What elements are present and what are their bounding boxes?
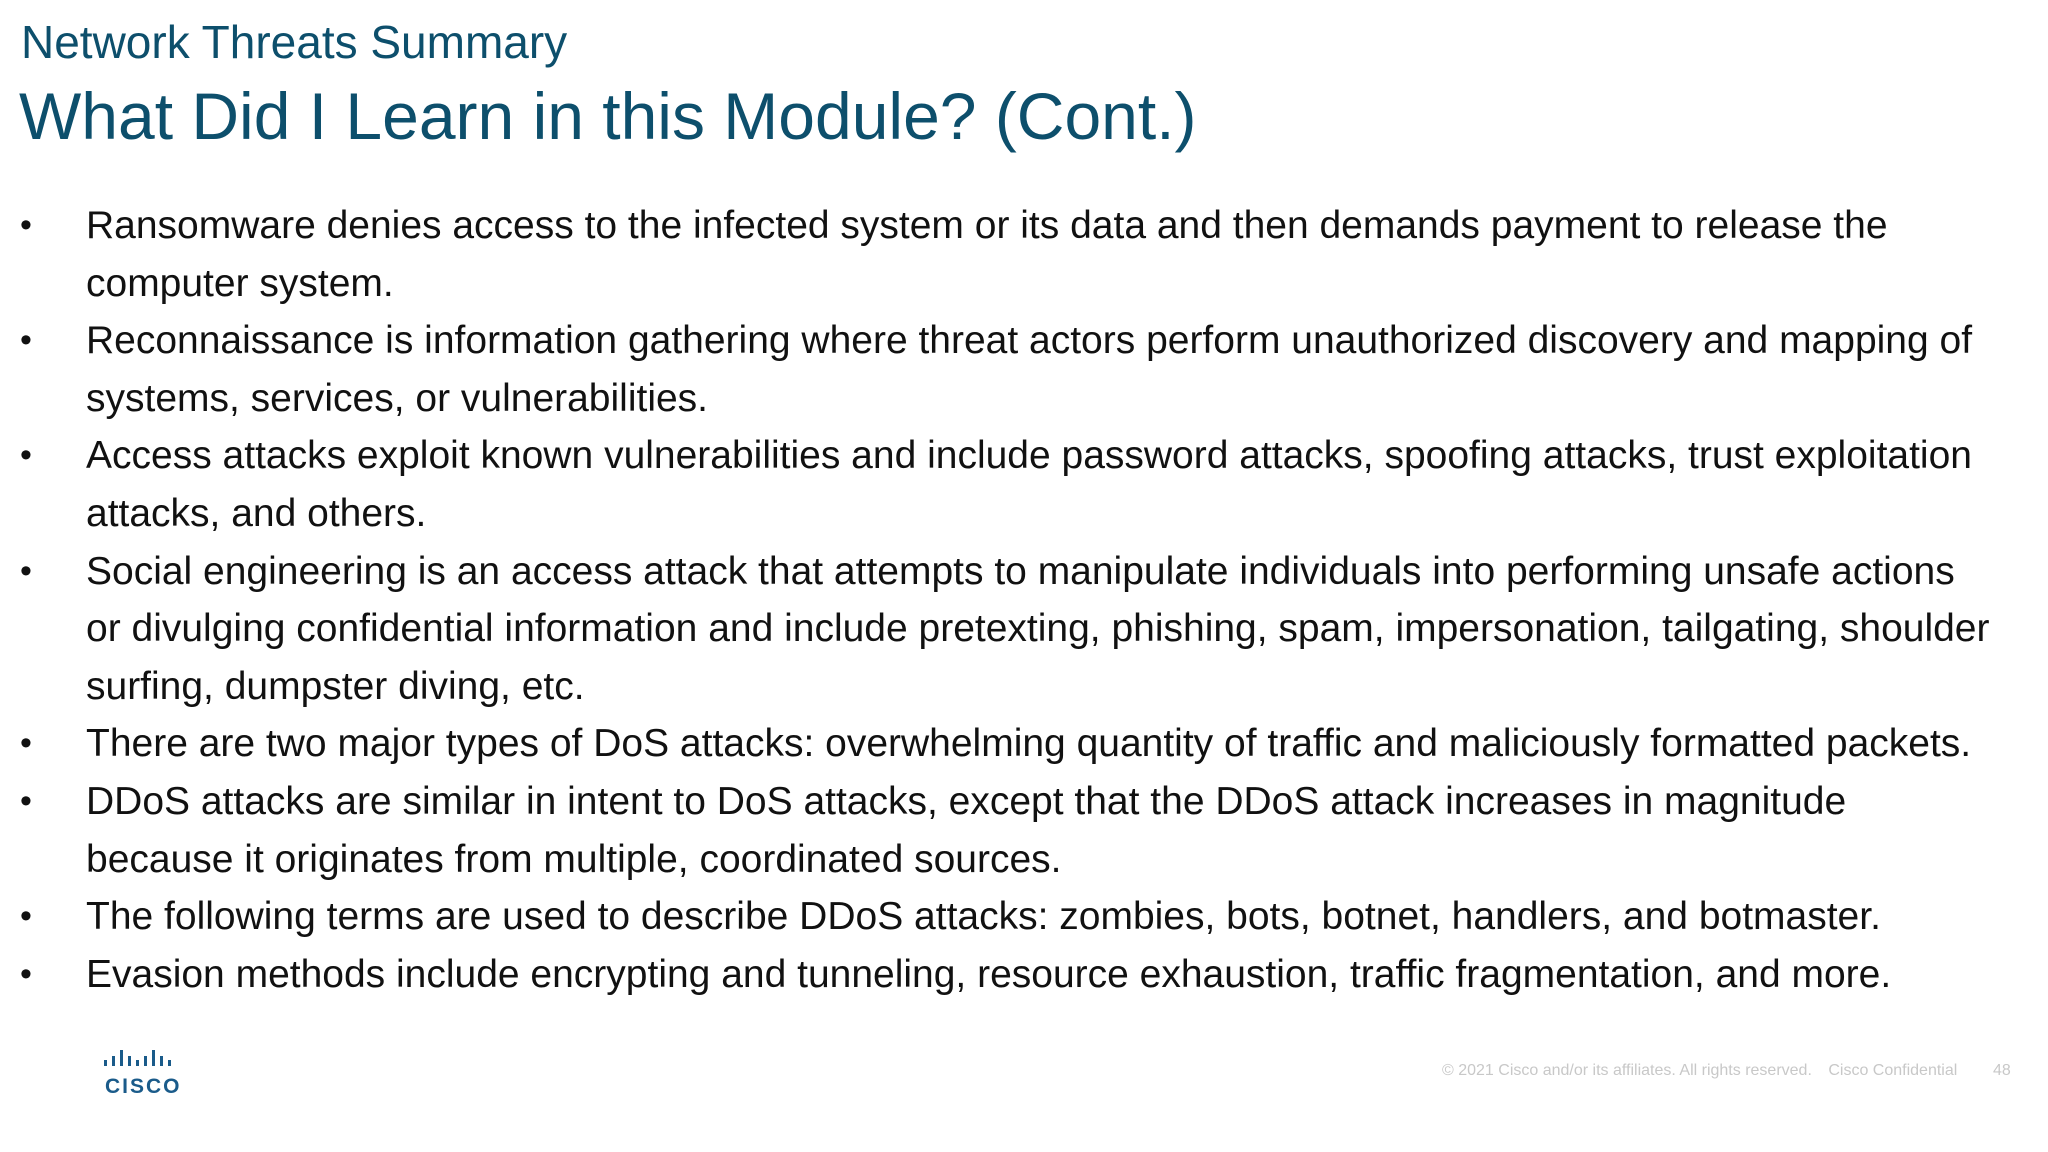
bullet-text: Ransomware denies access to the infected system or its data and then demands payment to release the computer system. <box>86 204 1888 305</box>
bullet-text: Reconnaissance is information gathering where threat actors perform unauthorized discovery and mapping of systems, services, or vulnerabilities. <box>86 319 1973 420</box>
bullet-text: There are two major types of DoS attacks: overwhelming quantity of traffic and maliciously formatted packets. <box>86 722 1972 766</box>
bullet-item <box>0 946 2000 1004</box>
slide-subtitle: Network Threats Summary <box>21 16 568 68</box>
bullet-text: DDoS attacks are similar in intent to DoS attacks, except that the DDoS attack increases in magnitude because it originates from multiple, coordinated sources. <box>86 779 1847 881</box>
bullet-item <box>0 312 2000 427</box>
bullet-icon: • <box>20 321 32 360</box>
footer-confidential: Cisco Confidential <box>1828 1062 1958 1079</box>
bullet-item <box>0 888 2000 946</box>
cisco-logo-icon <box>102 1050 188 1096</box>
bullet-item <box>0 715 2000 773</box>
bullet-icon: • <box>20 724 32 763</box>
footer-copyright: © 2021 Cisco and/or its affiliates. All rights reserved. <box>1442 1062 1812 1079</box>
bullet-list <box>0 197 2000 1003</box>
bullet-item <box>0 197 2000 312</box>
bullet-item <box>0 427 2000 542</box>
bullet-text: Social engineering is an access attack that attempts to manipulate individuals into performing unsafe actions or divulging confidential information and include pretexting, phishing, spam, impersonation, tailgating, shoulder surfing, dumpster diving, etc. <box>86 549 1990 708</box>
bullet-icon: • <box>20 436 32 475</box>
slide-title: What Did I Learn in this Module? (Cont.) <box>19 79 1197 153</box>
bullet-icon: • <box>20 897 32 936</box>
bullet-icon: • <box>20 551 32 590</box>
bullet-icon: • <box>20 206 32 244</box>
bullet-text: Evasion methods include encrypting and tunneling, resource exhaustion, traffic fragmentation, and more. <box>86 952 1892 996</box>
bullet-text: The following terms are used to describe DDoS attacks: zombies, bots, botnet, handlers, and botmaster. <box>86 895 1881 939</box>
bullet-icon: • <box>20 954 32 993</box>
cisco-logo-text: CISCO <box>105 1075 182 1096</box>
bullet-item <box>0 773 2000 888</box>
bullet-item <box>0 543 2000 716</box>
page-number: 48 <box>1993 1062 2011 1079</box>
footer <box>1442 1062 1969 1080</box>
bullet-text: Access attacks exploit known vulnerabilities and include password attacks, spoofing attacks, trust exploitation attacks, and others. <box>86 434 1972 535</box>
bullet-icon: • <box>20 781 32 820</box>
